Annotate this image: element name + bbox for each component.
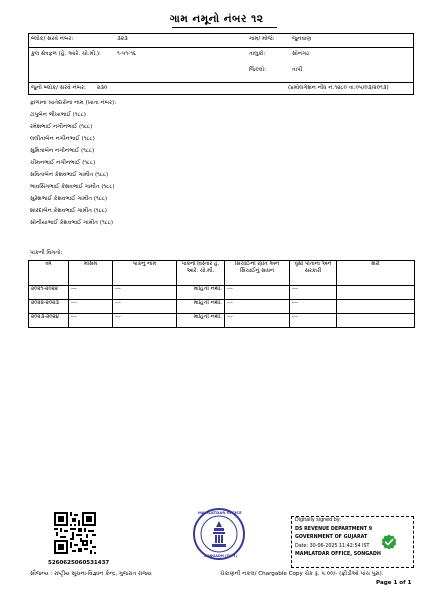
promulgation-note: (પ્રમોલગેશન નોંધ નં.૧૨૮૦ તા.૦૫/૦૩/૨૦૧૩) (288, 85, 389, 91)
old-survey-label: જુનો બ્લોક/ સરવે નંબર: (31, 85, 86, 91)
holder-name: લલીતાબેન નગીનભાઈ (૧૮૮) (30, 136, 95, 142)
taluka-value: સોનગઢ (292, 51, 309, 57)
col-header: પાકનો વિસ્તાર હે. આરે. ચો.મી. (177, 261, 225, 286)
cell-irrigation: --- (225, 286, 290, 300)
district-label: જિલ્લો: (249, 67, 266, 73)
holder-name: રમેશભાઈ નગીનભાઈ (૧૮૮) (30, 124, 93, 130)
cell-season: --- (69, 286, 113, 300)
holder-name: શારદાબેન કેશવભાઈ ગામીત (૧૮૮) (30, 208, 107, 214)
seal-bottom-text: SONGADH (TAPI) (204, 554, 237, 558)
courtesy-note: સૌજન્ય : રાષ્ટ્રીય સૂચના-વિજ્ઞાન કેન્દ્ર, ગુજરાત રાજ્ય (30, 571, 152, 577)
col-header: વૃક્ષો પોતાના અને સરકારી (290, 261, 337, 286)
holder-name: સવિતાબેન કેશવભાઈ ગામીત (૧૮૮) (30, 172, 109, 178)
holder-name: ભાવસિંગભાઈ કેશવભાઈ ગામીત (૧૮૮) (30, 184, 115, 190)
col-header: શેરો (337, 261, 415, 286)
qr-code-icon (54, 512, 96, 554)
header-divider-1 (28, 47, 414, 48)
signature-line: Date: 30-06-2025 11:42:54 IST (295, 543, 370, 549)
cell-crop: --- (113, 286, 177, 300)
taluka-label: તાલુકો: (249, 51, 266, 57)
cell-irrigation: --- (225, 314, 290, 328)
col-header: મોસમ (69, 261, 113, 286)
qr-number: 5260625060531437 (48, 560, 110, 566)
holder-name: સુમિત્રાબેન નગીનભાઈ (૧૮૮) (30, 148, 95, 154)
document-title: ગામ નમૂનો નંબર ૧૨ (169, 13, 264, 25)
crop-header-row (29, 261, 415, 286)
cell-crop: --- (113, 300, 177, 314)
village-value: જુનવાણ (292, 36, 312, 42)
page-number: Page 1 of 1 (376, 580, 412, 586)
area-value: ૧-૫૧-૧૬ (117, 51, 137, 57)
cell-trees: --- (290, 314, 337, 328)
signature-line: MAMLATDAR OFFICE, SONGADH (295, 552, 381, 557)
crop-table (28, 260, 415, 328)
signature-line: DS REVENUE DEPARTMENT 9 (295, 526, 373, 532)
verified-check-icon (381, 534, 397, 550)
cell-trees: --- (290, 300, 337, 314)
table-row (29, 314, 415, 328)
cell-irrigation: --- (225, 300, 290, 314)
seal-top-text: MAMLATDAR OFFICE (198, 510, 242, 515)
cell-remarks (337, 286, 415, 300)
signature-line: Digitally signed by: (295, 518, 341, 523)
cell-remarks (337, 300, 415, 314)
header-divider-2 (28, 82, 414, 83)
block-value: ૩૨૩ (117, 36, 128, 42)
col-header: પાકનું નામ (113, 261, 177, 286)
cell-season: --- (69, 300, 113, 314)
table-row (29, 286, 415, 300)
cell-crop: --- (113, 314, 177, 328)
cell-season: --- (69, 314, 113, 328)
district-value: તાપી (292, 67, 303, 73)
cell-remarks (337, 314, 415, 328)
holder-name: ચીમનભાઈ નગીનભાઈ (૧૮૮) (30, 160, 96, 166)
cell-year: ૨૦૨૨-૨૦૨૩ (29, 300, 69, 314)
cell-area: માહિતી નથી. (177, 300, 225, 314)
signature-text (295, 517, 381, 560)
cell-year: ૨૦૨૩-૨૦૨૪ (29, 314, 69, 328)
title-underline (172, 27, 277, 28)
table-row (29, 300, 415, 314)
holder-name: સોનીયાભાઈ કેશવભાઈ ગામીત (૧૮૮) (30, 220, 114, 226)
col-header: વર્ષ (29, 261, 69, 286)
cell-trees: --- (290, 286, 337, 300)
copy-fee-note: ચેકાણની નકલ/ Chargable Copy ચેક રૂ. ૫.૦૦/- (ફ્રીડીઓ પાંચ પુરા). (220, 571, 384, 577)
cell-area: માહિતી નથી. (177, 314, 225, 328)
holder-name: સુરેશભાઈ કેશવભાઈ ગામીત (૧૮૮) (30, 196, 108, 202)
holder-name: ટાપુબેન ભીખાભાઈ (૧૮૮) (30, 112, 86, 118)
signature-line: GOVERNMENT OF GUJARAT (295, 535, 368, 540)
col-header: સિંચાઈનો સ્ત્રોત અને સિંચાઈનું સાધન (225, 261, 290, 286)
crop-heading: પાકની વિગતો: (30, 250, 63, 256)
cell-year: ૨૦૨૧-૨૦૨૨ (29, 286, 69, 300)
cell-area: માહિતી નથી. (177, 286, 225, 300)
old-survey-value: ૨૩૦ (97, 85, 108, 91)
block-label: બ્લોક/ સરવે નંબર: (31, 36, 74, 42)
area-label: કુલ ક્ષેત્રફળ (હે. આરે. ચો.મી.): (31, 51, 101, 57)
holders-heading: ફાળાના ખાતેદારોના નામ (ખાતા નંબર): (30, 100, 117, 106)
village-label: ગામ/ મોજે: (249, 36, 275, 42)
